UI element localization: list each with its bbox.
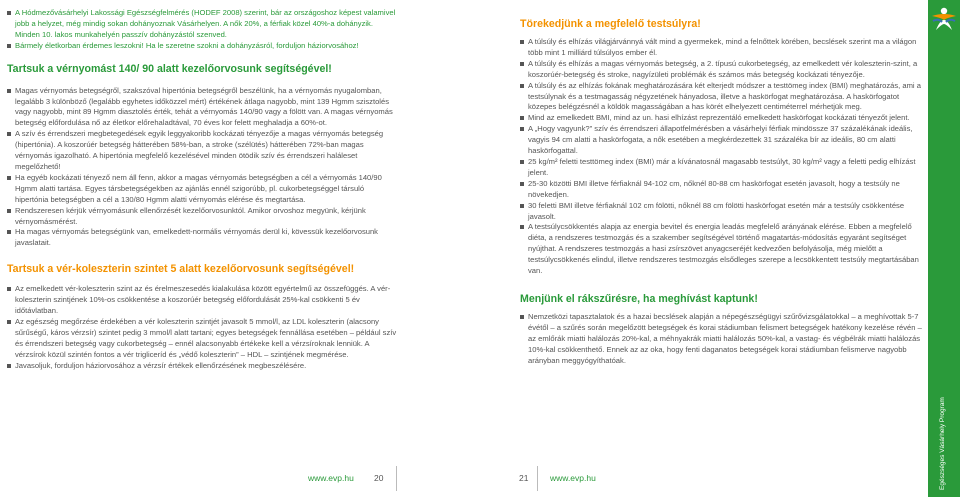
list-item-text: A „Hogy vagyunk?” szív és érrendszeri állapotfelmérésben a vásárhelyi férfiak mindössze 37 százalékának ideális, vagyis 94 cm alatti a haskörfogata, a nők esetében a megkérdezettek 31 százaléka bír az ideális, 80 cm alatti haskörfogattal. xyxy=(528,124,913,156)
blood-pressure-list xyxy=(7,86,399,250)
list-item-text: Az egészség megőrzése érdekében a vér koleszterin szintjét javasolt 5 mmol/l, az LDL koleszterin (alacsony sűrűségű, káros vérzsír) szintet pedig 3 mmol/l alatt tartani; egyes betegségek fennállása esetében – például szív és érrendszeri betegség vagy cukorbetegség – ennél alacsonyabb értékeke kell a vérzsíroknak lenniük. A vérzsírok közül szintén fontos a vér trigliceríd és „védő koleszterin” – HDL – szintjének megmérése. xyxy=(15,316,397,359)
list-item-text: A testsúlycsökkentés alapja az energia bevitel és energia leadás megfelelő arányának elérése. Ebben a megfelelő diéta, a rendszeres testmozgás és a szakember segítségével történő magatartás-módosítás egyaránt segítséget nyújthat. A rendszeres testmozgás a hasi zsírszövet anyagcseréjét kedvezően befolyásolja, még mielőtt a testsúlycsökkenés elindul, illetve rendszeres testmozgás elsődleges szerepe a lecsökkentett testsúly megtartásában van. xyxy=(528,222,919,276)
cholesterol-heading: Tartsuk a vér-koleszterin szintet 5 alatt kezelőorvosunk segítségével! xyxy=(7,263,355,276)
square-bullet-icon xyxy=(520,116,524,120)
list-item-text: A túlsúly és elhízás világjárvánnyá vált mind a gyermekek, mind a felnőttek körében, becslések szerint ma a világon több mint 1 milliárd túlsúlyos ember él. xyxy=(528,37,917,57)
list-item xyxy=(7,361,399,372)
list-item xyxy=(7,317,399,361)
list-item-text: 30 feletti BMI illetve férfiaknál 102 cm fölötti, nőknél 88 cm fölötti haskörfogat esetén már a testsúly csökkentése javasolt. xyxy=(528,200,905,221)
list-item-text: Ha magas vérnyomás betegségünk van, emelkedett-normális vérnyomás derül ki, kövessük kezelőorvosunk javaslatait. xyxy=(15,227,378,248)
intro-paragraph xyxy=(7,41,399,52)
list-item xyxy=(520,312,928,367)
square-bullet-icon xyxy=(7,44,11,48)
list-item xyxy=(7,173,399,206)
list-item xyxy=(520,81,928,114)
square-bullet-icon xyxy=(520,40,524,44)
list-item xyxy=(7,206,399,228)
square-bullet-icon xyxy=(520,62,524,66)
square-bullet-icon xyxy=(7,287,11,291)
weight-list xyxy=(520,37,928,277)
list-item xyxy=(7,86,399,130)
square-bullet-icon xyxy=(7,230,11,234)
square-bullet-icon xyxy=(7,89,11,93)
square-bullet-icon xyxy=(7,364,11,368)
blood-pressure-section xyxy=(7,63,399,250)
list-item xyxy=(7,227,399,249)
list-item-text: 25 kg/m² feletti testtömeg index (BMI) már a kívánatosnál magasabb testsúlyt, 30 kg/m² vagy a feletti pedig elhízást jelent. xyxy=(528,156,916,177)
square-bullet-icon xyxy=(520,160,524,164)
weight-section xyxy=(520,18,928,277)
square-bullet-icon xyxy=(7,176,11,180)
right-column xyxy=(520,8,928,366)
list-item-text: Magas vérnyomás betegségről, szakszóval hipertónia betegségről beszélünk, ha a vérnyomás nyugalomban, legalább 3 különböző (legalább egyhetes időközzel mért) értékének átlaga nagyobb, mint 139 Hgmm szisztolés vagy nagyobb, mint 89 Hgmm diasztolés érték, tehát a vérnyomás 140/90 vagy a fölött van. A magas vérnyomás betegség előfordulása nő az életkor előrehaladtával, 70 éves kor felett meghaladja a 60%-ot. xyxy=(15,85,393,128)
footer-divider xyxy=(537,466,538,491)
list-item-text: Az emelkedett vér-koleszterin szint az és érelmeszesedés kialakulása között egyértelmű az összefüggés. A vér-koleszterin szintjének 10%-os csökkentése a koszorúér betegség előfordulását 25%-kal csökkenti 5 év időtávlatban. xyxy=(15,284,391,316)
cholesterol-list xyxy=(7,284,399,371)
square-bullet-icon xyxy=(520,225,524,229)
cholesterol-section xyxy=(7,263,399,371)
list-item xyxy=(520,179,928,201)
footer-url[interactable]: www.evp.hu xyxy=(308,473,354,483)
square-bullet-icon xyxy=(520,182,524,186)
intro-paragraph xyxy=(7,8,399,41)
square-bullet-icon xyxy=(7,11,11,15)
square-bullet-icon xyxy=(520,315,524,319)
list-item xyxy=(520,201,928,223)
list-item-text: Javasoljuk, forduljon háziorvosához a vérzsír értékek ellenőrzésének megbeszélésére. xyxy=(15,360,307,370)
square-bullet-icon xyxy=(7,132,11,136)
footer-divider xyxy=(396,466,397,491)
blood-pressure-heading: Tartsuk a vérnyomást 140/ 90 alatt kezelőorvosunk segítségével! xyxy=(7,62,332,75)
cancer-screening-list xyxy=(520,312,928,367)
list-item xyxy=(520,124,928,157)
list-item xyxy=(520,37,928,59)
right-page xyxy=(482,0,960,497)
list-item xyxy=(7,284,399,317)
list-item-text: Nemzetközi tapasztalatok és a hazai becslések alapján a népegészségügyi szűrővizsgálatokkal – a meghívottak 5-7 évétől – a szűrés során megelőzött betegségek és korai stádiumban felismert betegségek hatékony kezelése révén – az emlőrák miatti halálozás 20%-kal, a méhnyakrák miatti halálozás 50%-kal, a vastag- és végbélrák miatti halálozás 10%-kal csökkenthető. Ennek az az oka, hogy fenti daganatos betegségek korai stádiumban felismerve nagyobb arányban meggyógyíthatóak. xyxy=(528,311,922,365)
page-number: 21 xyxy=(519,473,529,483)
list-item xyxy=(520,222,928,277)
left-column xyxy=(7,8,399,371)
square-bullet-icon xyxy=(520,127,524,131)
list-item-text: A szív és érrendszeri megbetegedések egyik leggyakoribb kockázati tényezője a magas vérnyomás betegség (hipertónia). A koszorúér betegség hátterében 58%-ban, a stroke (szélütés) hátterében 72%-ban magas vérnyomás igazolható. A hipertónia megfelelő kezelésével minden ötödik szív és érrendszeri haláleset megelőzhető! xyxy=(15,129,384,171)
list-item-text: Mind az emelkedett BMI, mind az un. hasi elhízást reprezentáló emelkedett haskörfogat kockázati tényezőt jelent. xyxy=(528,113,910,123)
page-number: 20 xyxy=(374,473,384,483)
list-item xyxy=(520,59,928,81)
footer-url[interactable]: www.evp.hu xyxy=(550,473,596,483)
green-sidebar xyxy=(928,0,960,497)
intro-block xyxy=(7,8,399,52)
sidebar-program-name: Egészséges Vásárhely Program xyxy=(939,397,946,490)
square-bullet-icon xyxy=(520,84,524,88)
square-bullet-icon xyxy=(7,209,11,213)
evp-logo-icon xyxy=(930,6,958,32)
list-item-text: Rendszeresen kérjük vérnyomásunk ellenőrzését kezelőorvosunktól. Amikor orvoshoz megyünk, kérjünk vérnyomásmérést. xyxy=(15,205,366,226)
list-item-text: Ha egyéb kockázati tényező nem áll fenn, akkor a magas vérnyomás betegségben a cél a vérnyomás 140/90 Hgmm alatti tartása. Egyes társbetegségekben az ajánlás ennél szigorúbb, pl. cukorbetegséggel társuló hipertónia betegségben a cél a 130/80 Hgmm alatti vérnyomás elérése és megtartása. xyxy=(15,172,382,204)
list-item xyxy=(520,157,928,179)
list-item xyxy=(7,129,399,173)
list-item-text: A túlsúly és az elhízás fokának meghatározására két elterjedt módszer a testtömeg index (BMI) meghatározás, ami a testsúlynak és a testmagasság négyzetének hányadosa, illetve a haskörfogat meghatározása. A haskörfogatot közepes belégzésnél a köldök magasságában a has körét elhelyezett centiméterrel mérhetjük meg. xyxy=(528,80,921,112)
list-item-text: 25-30 közötti BMI illetve férfiaknál 94-102 cm, nőknél 80-88 cm haskörfogat esetén javasolt, hogy a testsúly ne növekedjen. xyxy=(528,178,900,199)
intro-text-2: Bármely életkorban érdemes leszokni! Ha le szeretne szokni a dohányzásról, forduljon háziorvosához! xyxy=(15,40,359,50)
intro-text-1: A Hódmezővásárhelyi Lakossági Egészségfelmérés (HODEF 2008) szerint, bár az országoshoz képest valamivel jobb a helyzet, még mindig sokan dohányoznak Vásárhelyen. A nők 20%, a férfiak közel 40%-a dohányzik. Minden 10. lakos munkahelyén passzív dohányzástól szenved. xyxy=(15,8,396,39)
list-item-text: A túlsúly és elhízás a magas vérnyomás betegség, a 2. típusú cukorbetegség, az emelkedett vér koleszterin-szint, a koszorúér-betegség és stroke, nagyízületi problémák és számos más betegség kockázati tényezője. xyxy=(528,58,918,79)
cancer-screening-heading: Menjünk el rákszűrésre, ha meghívást kaptunk! xyxy=(520,292,758,305)
square-bullet-icon xyxy=(7,320,11,324)
square-bullet-icon xyxy=(520,204,524,208)
weight-heading: Törekedjünk a megfelelő testsúlyra! xyxy=(520,18,701,30)
cancer-screening-section xyxy=(520,293,928,367)
list-item xyxy=(520,113,928,124)
